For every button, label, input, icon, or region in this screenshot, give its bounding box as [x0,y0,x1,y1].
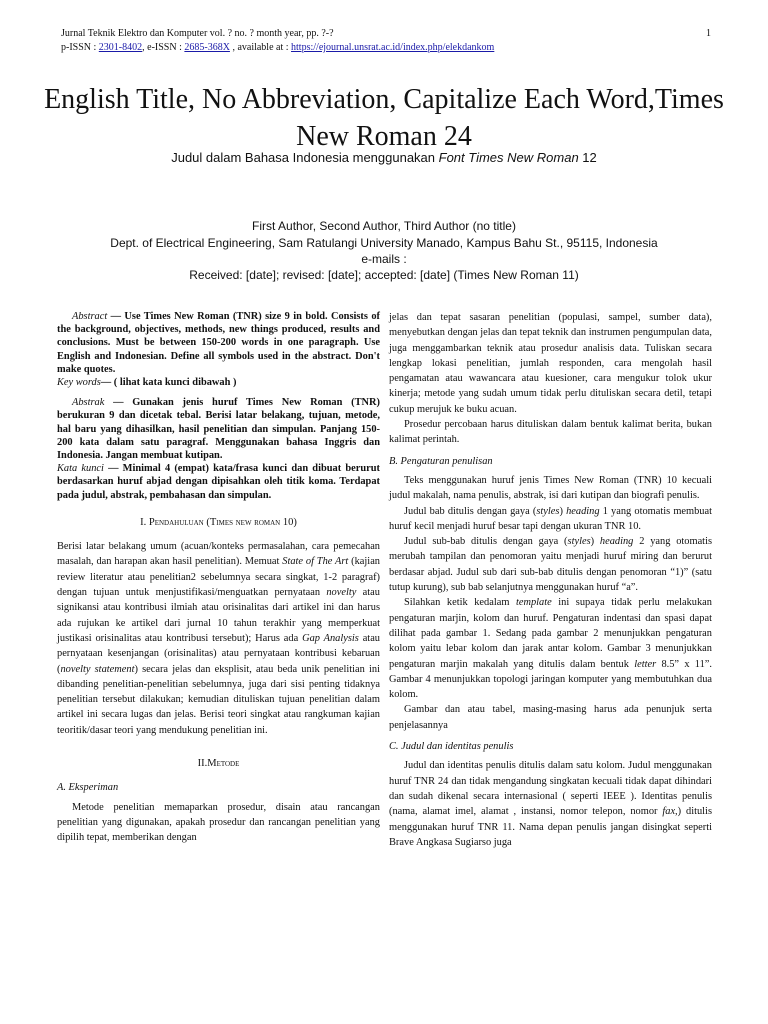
title-identity-paragraph: Judul dan identitas penulis ditulis dalam satu kolom. Judul menggunakan huruf TNR 24 dan tidak mengandung singkatan kecuali tidak dapat dihindari dan sudah dikenal secara internasional ( seperti IEEE ). Identitas penulis (nama, alamat imel, alamat , instansi, nomor telepon, nomor fax,) ditulis menggunakan huruf TNR 11. Nama depan penulis jangan disingkat seperti Brave Angkasa Sugiarso juga [389,760,712,848]
page-number: 1 [706,28,711,39]
subsection-a: A. Eksperiman [57,782,119,794]
keywords-label: Key words [57,377,101,389]
left-column [57,310,380,845]
kata-kunci-label: Kata kunci [57,463,104,475]
formatting-paragraph-5: Gambar dan atau tabel, masing-masing harus ada penunjuk serta penjelasannya [389,704,712,731]
right-column [389,310,712,850]
abstract-indonesian: Abstrak — Gunakan jenis huruf Times New Roman (TNR) berukuran 9 dan dicetak tebal. Berisi latar belakang, tujuan, metode, hal baru yang dihasilkan, hasil penelitian dan simpulan. Panjang 150-200 kata dalam satu paragraf. Menggunakan bahasa Inggris dan Indonesia. Jangan membuat kutipan. Kata kunci — Minimal 4 (empat) kata/frasa kunci dan dibuat berurut berdasarkan huruf abjad dengan dipisahkan oleh titik koma. Terdapat pada judul, abstrak, pembahasan dan simpulan. [57,397,380,501]
paper-title: English Title, No Abbreviation, Capitalize Each Word,Times New Roman 24 [44,84,724,152]
journal-url-link[interactable]: https://ejournal.unsrat.ac.id/index.php/elekdankom [291,42,495,53]
subsection-b: B. Pengaturan penulisan [389,455,493,467]
section-heading-1: I. Pendahuluan (Times new roman 10) [140,516,297,528]
emails: e-mails : [361,252,407,266]
procedure-paragraph: Prosedur percobaan harus dituliskan dalam bentuk kalimat berita, bukan kalimat perintah. [389,419,712,446]
eissn-link[interactable]: 2685-368X [184,42,230,53]
received-dates: Received: [date]; revised: [date]; accepted: [date] (Times New Roman 11) [189,268,579,282]
journal-line: Jurnal Teknik Elektro dan Komputer vol. ? no. ? month year, pp. ?-? [61,28,334,39]
abstract-english: Abstract — Use Times New Roman (TNR) size 9 in bold. Consists of the background, objectives, methods, new things produced, results and conclusions. Must be between 150-200 words in one paragraph. Use English and Indonesian. Define all symbols used in the abstract. Don't make quotes. Key words— ( lihat kata kunci dibawah ) [57,311,380,389]
affiliation: Dept. of Electrical Engineering, Sam Ratulangi University Manado, Kampus Bahu St., 95115, Indonesia [110,236,658,250]
running-header [61,27,711,55]
method-paragraph: Metode penelitian memaparkan prosedur, disain atau rancangan penelitian yang digunakan, apakah prosedur dan rancangan penelitian yang dipilih tepat, memberikan dengan [57,801,380,844]
formatting-paragraph-3: Judul sub-bab ditulis dengan gaya (styles) heading 2 yang otomatis merubah tampilan dan penomoran yaitu menjadi huruf miring dan berurut berdasar abjad. Judul sub dari sub-bab ditulis dengan penomoran “1)” (satu tutup kurung), sub bab selanjutnya menggunakan huruf “a”. [389,536,713,594]
pissn-link[interactable]: 2301-8402 [98,42,143,53]
authors: First Author, Second Author, Third Author (no title) [252,219,516,233]
subsection-c: C. Judul dan identitas penulis [389,741,514,753]
formatting-paragraph-4: Silahkan ketik kedalam template ini supaya tidak perlu melakukan pengaturan marjin, kolom dan huruf. Pengaturan indentasi dan spasi dapat dilihat pada gambar 1. Sedang pada gambar 2 menunjukkan pengaturan kolom yaitu lebar kolom dan jarak antar kolom. Gambar 3 menunjukkan pengaturan marjin makalah yang ditulis dalam bentuk letter 8.5” x 11”. Gambar 4 menunjukkan topologi jaringan komputer yang membutuhkan dua kolom. [389,597,712,701]
formatting-paragraph-2: Judul bab ditulis dengan gaya (styles) heading 1 yang otomatis membuat huruf kecil menjadi huruf besar tapi dengan ukuran TNR 10. [389,505,712,532]
formatting-paragraph-1: Teks menggunakan huruf jenis Times New Roman (TNR) 10 kecuali judul makalah, nama penulis, abstrak, isi dari kutipan dan biografi penulis. [389,474,712,502]
intro-paragraph: Berisi latar belakang umum (acuan/konteks permasalahan, cara pemecahan masalah, dan harapan akan hasil penelitian). Memuat State of The Art (kajian review literatur atau penelitian2 sebelumnya secara singkat, 1-2 paragraf) dengan tujuan untuk menjustifikasi/menguatkan pernyataan novelty atau signikansi atau kontribusi ilmiah atau orisinalitas dari artikel ini dan harus ada rujukan ke artikel dari jurnal 10 tahun terakhir yang memperkuat justikasi orisinalitas atau kontribusi tersebut); Harus ada Gap Analysis atau pernyataan kesenjangan (orisinalitas) atau pernyataan kontribusi kebaruan (novelty statement) secara jelas dan eksplisit, atau beda unik penelitian ini dibanding penelitian-penelitian sebelumnya, juga dari sisi penting tidaknya penelitian tersebut dilakukan; kemudian dituliskan tujuan penelitian dalam artikel ini secara lugas dan jelas. Berisi teori singkat atau rangkuman kajian teoritik/dasar teori yang mendukung penelitian ini. [57,541,381,736]
issn-line: p-ISSN : 2301-8402, e-ISSN : 2685-368X , available at : https://ejournal.unsrat.ac.id/index.php/elekdankom [61,42,495,53]
method-continued: jelas dan tepat sasaran penelitian (populasi, sampel, sumber data), menyebutkan dengan jelas dan tepat teknik dan instrumen pengumpulan data, juga menggambarkan teknik atau prosedur analisis data. Tuliskan secara lengkap lokasi penelitian, jumlah responden, cara mengolah hasil pengamatan atau wawancara atau kuesioner, cara mengukur tolok ukur kinerja; metode yang sudah umum tidak perlu dituliskan secara detil, tetapi cukup merujuk ke buku acuan. [389,312,712,415]
paper-subtitle: Judul dalam Bahasa Indonesia menggunakan Font Times New Roman 12 [171,150,597,165]
section-heading-2: II.Metode [197,758,240,769]
